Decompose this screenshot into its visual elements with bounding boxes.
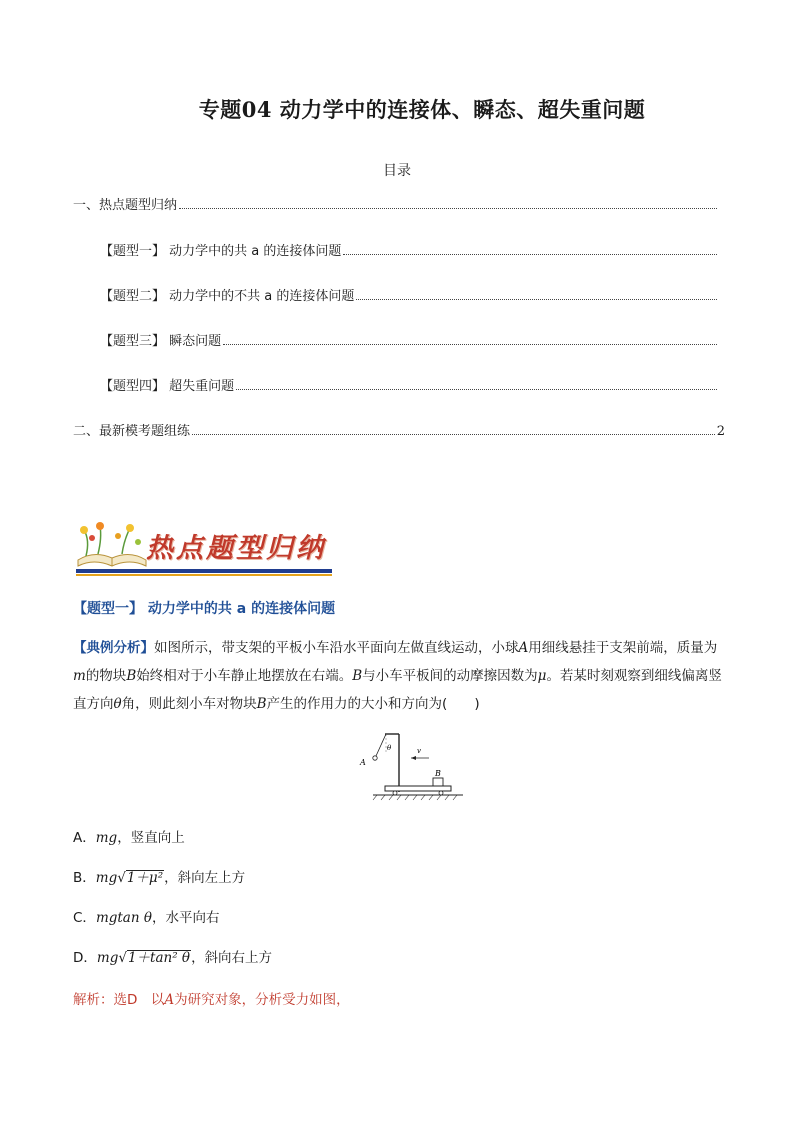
toc-entry-label: 【题型四】 超失重问题 <box>100 379 235 394</box>
analysis-prefix: 解析：选D 以 <box>73 992 165 1008</box>
option-formula: mg <box>95 830 118 846</box>
example-question-text <box>73 634 723 718</box>
option-d[interactable] <box>73 946 272 966</box>
text-run: 产生的作用力的大小和方向为( ) <box>266 696 480 712</box>
toc-leader-dots <box>356 299 717 300</box>
banner-underline <box>76 569 332 573</box>
block-b <box>433 778 443 786</box>
toc-entry-label: 【题型二】 动力学中的不共 a 的连接体问题 <box>100 289 355 304</box>
toc-entry-hot-topics[interactable] <box>73 193 725 213</box>
analysis-rest: 为研究对象，分析受力如图， <box>174 992 350 1008</box>
option-a[interactable] <box>73 826 185 846</box>
banner-underline-accent <box>76 574 332 576</box>
example-tag: 【典例分析】 <box>73 640 154 656</box>
option-formula: mg <box>96 950 119 966</box>
option-radicand: 1＋tan² θ <box>127 950 191 966</box>
toc-entry-type-1[interactable] <box>100 239 725 259</box>
option-key: D． <box>73 950 97 966</box>
option-key: A． <box>73 830 96 846</box>
toc-leader-dots <box>223 344 717 345</box>
option-formula: mg <box>95 870 118 886</box>
toc-entry-label: 一、热点题型归纳 <box>73 198 178 213</box>
var-theta: θ <box>113 696 122 712</box>
option-radicand: 1＋μ² <box>126 870 164 886</box>
toc-entry-label: 【题型三】 瞬态问题 <box>100 334 222 349</box>
var-b: B <box>256 696 267 712</box>
option-text: ，竖直向上 <box>117 830 185 846</box>
velocity-arrow-icon <box>411 756 416 760</box>
option-text: ，斜向左上方 <box>164 870 246 886</box>
option-key: C． <box>73 910 96 926</box>
text-run: 。若某时刻观察到细线偏离竖直方向 <box>73 668 722 712</box>
analysis-text <box>73 988 350 1008</box>
text-run: 角，则此刻小车对物块 <box>121 696 257 712</box>
toc-leader-dots <box>236 389 717 390</box>
label-b: B <box>435 769 441 778</box>
toc-entry-type-4[interactable] <box>100 374 725 394</box>
var-a: A <box>518 640 529 656</box>
toc-leader-dots <box>343 254 717 255</box>
var-b: B <box>352 668 363 684</box>
var-b: B <box>126 668 137 684</box>
var-m: m <box>73 668 86 684</box>
cart-pendulum-diagram <box>355 728 465 804</box>
text-run: 用细线悬挂于支架前端，质量为 <box>528 640 718 656</box>
label-theta: θ <box>387 744 392 752</box>
text-run: 的物块 <box>85 668 127 684</box>
var-a: A <box>164 992 175 1008</box>
option-c[interactable] <box>73 906 219 926</box>
toc-entry-label: 二、最新模考题组练 <box>73 424 191 439</box>
open-book-flowers-icon <box>72 520 152 576</box>
option-text: ，斜向右上方 <box>191 950 273 966</box>
toc-entry-label: 【题型一】 动力学中的共 a 的连接体问题 <box>100 244 342 259</box>
var-mu: μ <box>537 668 547 684</box>
toc-heading: 目录 <box>383 163 411 179</box>
option-b[interactable] <box>73 866 245 886</box>
question-type-heading: 【题型一】 动力学中的共 a 的连接体问题 <box>73 601 336 617</box>
toc-entry-type-2[interactable] <box>100 284 725 304</box>
toc-entry-mock-exams[interactable] <box>73 419 725 439</box>
toc-entry-type-3[interactable] <box>100 329 725 349</box>
sqrt-icon: √ <box>117 870 126 886</box>
text-run: 如图所示，带支架的平板小车沿水平面向左做直线运动，小球 <box>154 640 519 656</box>
section-banner-title: 热点题型归纳 <box>146 533 326 564</box>
label-v: v <box>417 747 421 755</box>
option-text: ，水平向右 <box>151 910 220 926</box>
label-a: A <box>360 758 366 767</box>
toc-leader-dots <box>192 434 715 435</box>
page-title: 专题04 动力学中的连接体、瞬态、超失重问题 <box>198 97 646 122</box>
toc-page-number: 2 <box>716 424 725 439</box>
option-key: B． <box>73 870 96 886</box>
text-run: 与小车平板间的动摩擦因数为 <box>362 668 538 684</box>
sqrt-icon: √ <box>118 950 127 966</box>
toc-leader-dots <box>179 208 717 209</box>
text-run: 始终相对于小车静止地摆放在右端。 <box>136 668 353 684</box>
option-formula: mgtan θ <box>95 910 152 926</box>
